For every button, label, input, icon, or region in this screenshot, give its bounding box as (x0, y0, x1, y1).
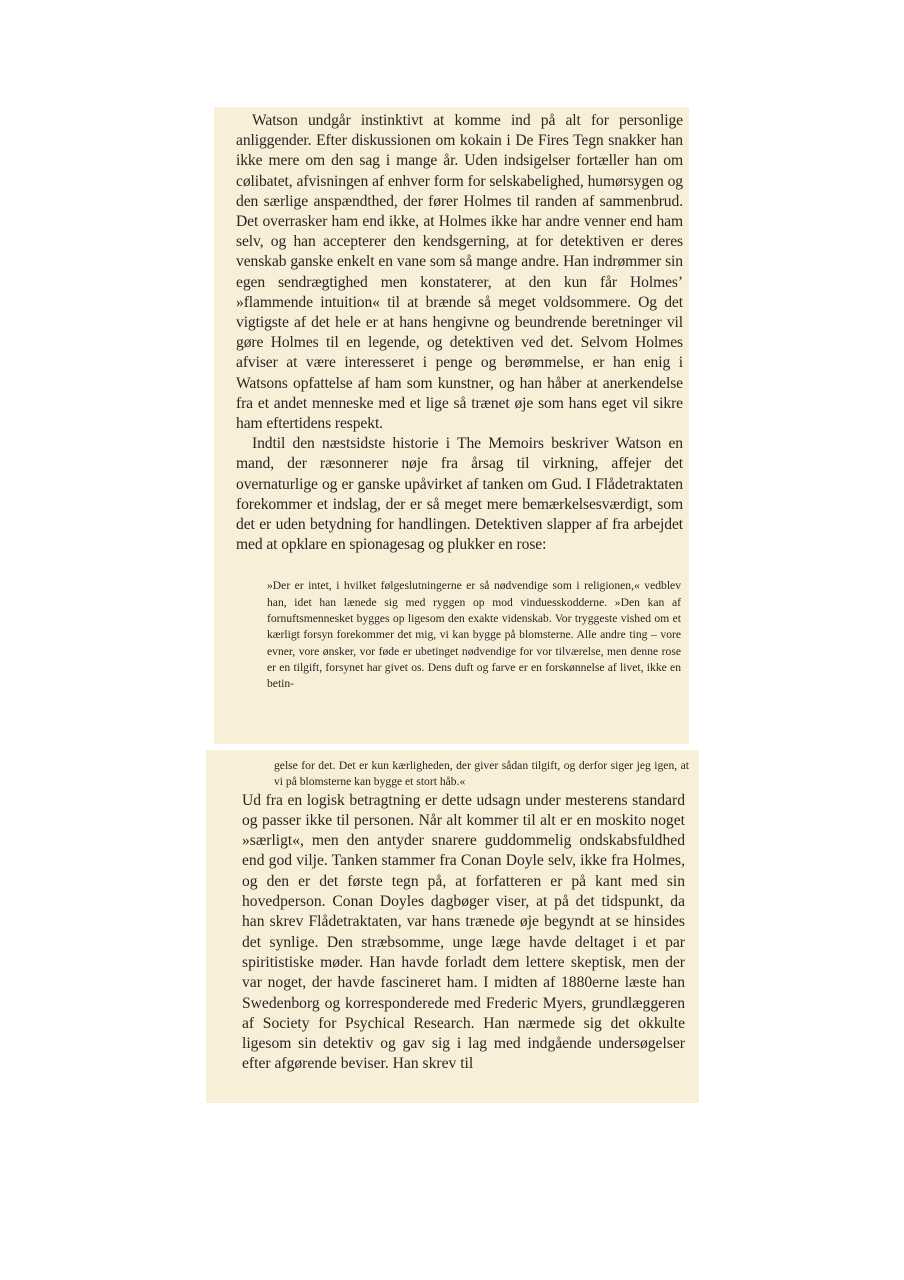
block-quote-part-1: »Der er intet, i hvilket følgeslutningerne er så nødvendige som i religionen,« vedblev han, idet han lænede sig med ryggen op mod vinduesskodderne. »Den kan af fornuftsmennesket bygges op ligesom den exakte videnskab. Vor tryggeste vished om et kærligt forsyn forekommer det mig, vi kan bygge på blomsterne. Alle andre ting – vore evner, vore ønsker, vor føde er ubetinget nødvendige for vor tilværelse, men denne rose er en tilgift, forsynet har givet os. Dens duft og farve er en forskønnelse af livet, ikke en betin- (267, 579, 681, 691)
block-quote-part-2: gelse for det. Det er kun kærligheden, der giver sådan tilgift, og derfor siger jeg igen, at vi på blomsterne kan bygge et stort håb.« (274, 759, 689, 789)
paragraph-watson: Watson undgår instinktivt at komme ind på alt for personlige anliggender. Efter diskussionen om kokain i De Fires Tegn snakker han ikke mere om den sag i mange år. Uden indsigelser fortæller han om cølibatet, afvisningen af enhver form for selskabelighed, humørsygen og den særlige anspændthed, der fører Holmes til randen af sammenbrud. Det overrasker ham end ikke, at Holmes ikke har andre venner end ham selv, og han accepterer den kendsgerning, at for detektiven er deres venskab ganske enkelt en vane som så mange andre. Han indrømmer sin egen sendrægtighed men konstaterer, at den kun får Holmes’ »flammende intuition« til at brænde så meget voldsommere. Og det vigtigste af det hele er at hans hengivne og beundrende beretninger vil gøre Holmes til en legende, og detektiven ved det. Selvom Holmes afviser at være interesseret i penge og berømmelse, er han enig i Watsons opfattelse af ham som kunstner, og han håber at anerkendelse fra et andet menneske med et lige så trænet øje som hans eget vil sikre ham eftertidens respekt. (236, 112, 683, 433)
paragraph-memoirs: Indtil den næstsidste historie i The Memoirs beskriver Watson en mand, der ræsonnerer nøje fra årsag til virkning, affejer det overnaturlige og er ganske upåvirket af tanken om Gud. I Flådetraktaten forekommer et indslag, der er så meget mere bemærkelsesværdigt, som det er uden betydning for handlingen. Detektiven slapper af fra arbejdet med at opklare en spionagesag og plukker en rose: (236, 435, 683, 554)
paragraph-analysis: Ud fra en logisk betragtning er dette udsagn under mesterens standard og passer ikke til personen. Når alt kommer til alt er en moskito noget »særligt«, men den antyder snarere guddommelig ondskabsfuldhed end god vilje. Tanken stammer fra Conan Doyle selv, ikke fra Holmes, og den er det første tegn på, at forfatteren er på kant med sin hovedperson. Conan Doyles dagbøger viser, at på det tidspunkt, da han skrev Flådetraktaten, var hans trænede øje begyndt at se hinsides det synlige. Den stræbsomme, unge læge havde deltaget i et par spiritistiske møder. Han havde forladt dem lettere skeptisk, men der var noget, der havde fascineret ham. I midten af 1880erne læste han Swedenborg og korresponderede med Frederic Myers, grundlæggeren af Society for Psychical Research. Han nærmede sig det okkulte ligesom sin detektiv og gav sig i lag med indgående undersøgelser efter afgørende beviser. Han skrev til (242, 791, 685, 1073)
scanned-page-bottom (206, 750, 699, 1103)
scanned-page-top (214, 107, 689, 744)
